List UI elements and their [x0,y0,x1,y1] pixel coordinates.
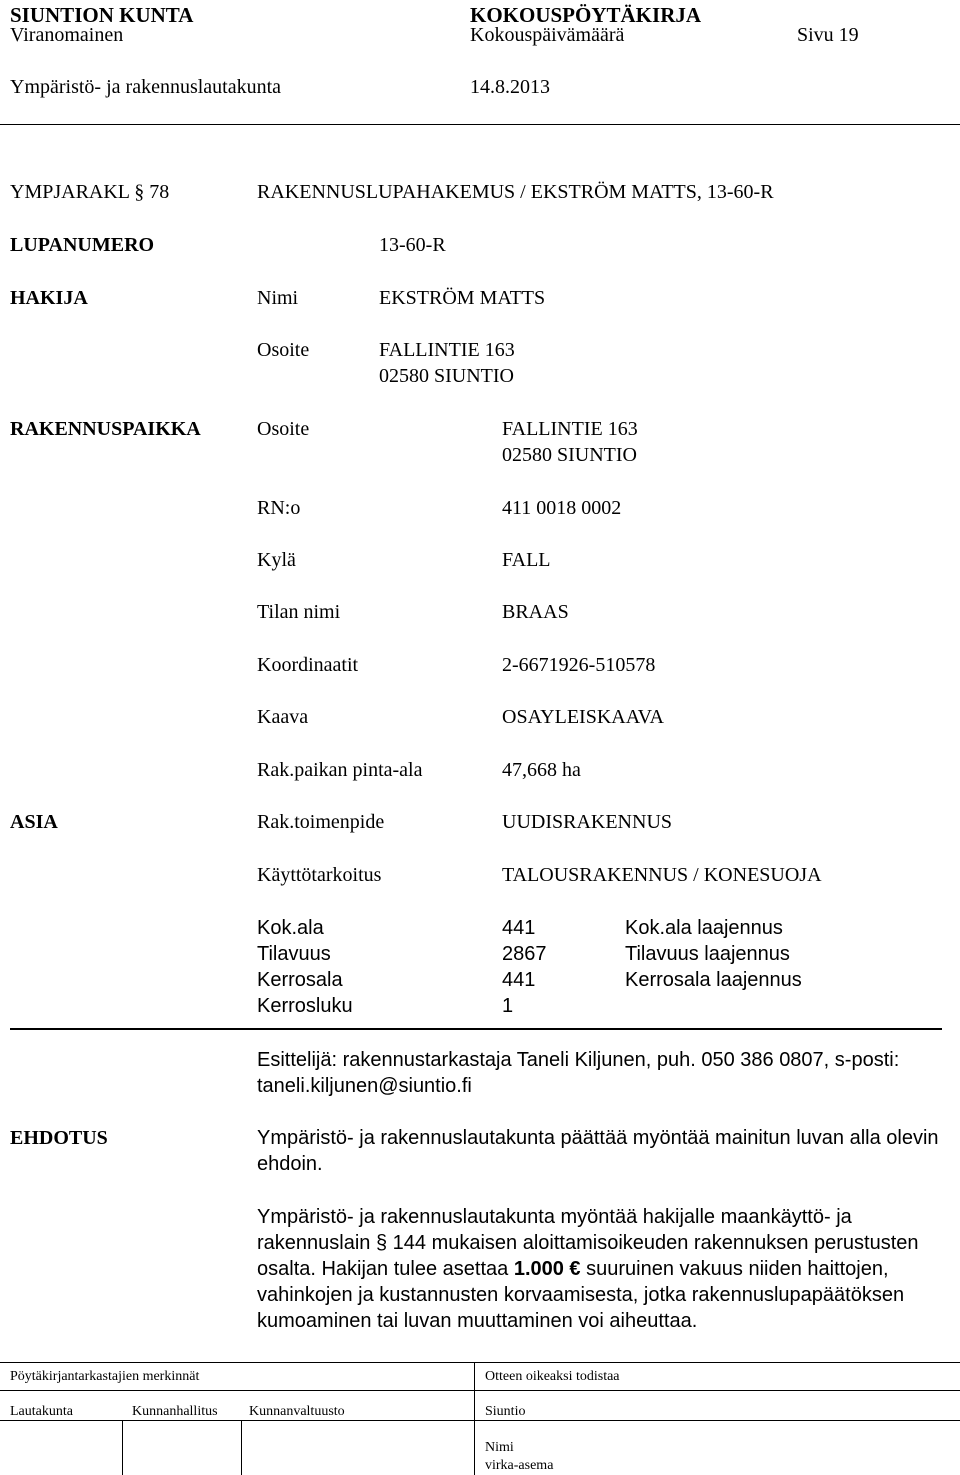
measure-value: UUDISRAKENNUS [502,811,673,833]
permit-number-label: LUPANUMERO [10,234,155,256]
site-row-label: Tilan nimi [257,601,341,623]
footer-col-divider [241,1420,242,1475]
use-label: Käyttötarkoitus [257,864,382,886]
use-value: TALOUSRAKENNUS / KONESUOJA [502,864,822,886]
applicant-address-line2: 02580 SIUNTIO [379,365,514,387]
metric-label: Kok.ala [257,917,324,939]
measure-label: Rak.toimenpide [257,811,385,833]
metric-extension-label: Kerrosala laajennus [625,969,802,991]
footer-column-label: Kunnanvaltuusto [249,1404,345,1419]
footer-mid-rule [0,1390,960,1391]
footer-column-label: Lautakunta [10,1404,73,1419]
section-divider [10,1028,942,1030]
applicant-name-label: Nimi [257,287,299,309]
applicant-name: EKSTRÖM MATTS [379,287,546,309]
metric-label: Kerrosala [257,969,343,991]
site-row-label: Kylä [257,549,296,571]
metric-value: 441 [502,917,536,939]
authority-label: Viranomainen [10,24,124,46]
footer-column-label: Kunnanhallitus [132,1404,218,1419]
notes-label: Pöytäkirjantarkastajien merkinnät [10,1369,200,1384]
site-address-line1: FALLINTIE 163 [502,418,638,440]
page-number: Sivu 19 [797,24,859,46]
footer-col-divider [122,1420,123,1475]
footer-place: Siuntio [485,1404,526,1419]
metric-extension-label: Tilavuus laajennus [625,943,790,965]
site-row-label: RN:o [257,497,301,519]
site-row-value: 47,668 ha [502,759,581,781]
certified-copy-label: Otteen oikeaksi todistaa [485,1369,620,1384]
proposal-paragraph-2 [257,1204,952,1334]
site-row-label: Kaava [257,706,309,728]
security-amount: 1.000 € [513,1258,581,1280]
site-row-label: Koordinaatit [257,654,359,676]
section-code: YMPJARAKL § 78 [10,181,170,203]
metric-value: 2867 [502,943,547,965]
site-row-value: BRAAS [502,601,569,623]
proposal-text: Ympäristö- ja rakennuslautakunta myöntää hakijalle maankäyttö- ja rakennuslain § 144 mukaisen aloittamisoikeuden rakennuksen perustusten osalta. Hakijan tulee asettaa [257,1206,919,1280]
authority-name: Ympäristö- ja rakennuslautakunta [10,76,282,98]
meeting-date-label: Kokouspäivämäärä [470,24,625,46]
municipality-name: SIUNTION KUNTA [10,3,194,27]
footer-top-rule [0,1362,960,1363]
meeting-date: 14.8.2013 [470,76,550,98]
section-title: RAKENNUSLUPAHAKEMUS / EKSTRÖM MATTS, 13-60-R [257,181,774,203]
site-row-value: OSAYLEISKAAVA [502,706,664,728]
site-address-label: Osoite [257,418,310,440]
applicant-address-label: Osoite [257,339,310,361]
document-type: KOKOUSPÖYTÄKIRJA [470,3,702,27]
footer-name-label: Nimi [485,1440,514,1455]
applicant-address-line1: FALLINTIE 163 [379,339,515,361]
site-row-label: Rak.paikan pinta-ala [257,759,423,781]
site-address-line2: 02580 SIUNTIO [502,444,637,466]
proposal-paragraph-1: Ympäristö- ja rakennuslautakunta päättää myöntää mainitun luvan alla olevin ehdoin. [257,1127,939,1175]
proposal-label: EHDOTUS [10,1127,108,1149]
metric-extension-label: Kok.ala laajennus [625,917,783,939]
metric-value: 441 [502,969,536,991]
metric-value: 1 [502,995,514,1017]
permit-number: 13-60-R [379,234,446,256]
applicant-label: HAKIJA [10,287,88,309]
building-site-label: RAKENNUSPAIKKA [10,418,201,440]
proposal-text: suuruinen vakuus niiden haittojen, vahinkojen ja kustannusten korvaamisesta, jotka rakennuslupapäätöksen kumoaminen tai luvan muuttaminen voi aiheuttaa. [257,1258,905,1332]
matter-label: ASIA [10,811,58,833]
site-row-value: FALL [502,549,551,571]
header-divider [0,124,960,125]
presenter-info: Esittelijä: rakennustarkastaja Taneli Kiljunen, puh. 050 386 0807, s-posti: taneli.kiljunen@siuntio.fi [257,1049,900,1097]
metric-label: Tilavuus [257,943,331,965]
site-row-value: 2-6671926-510578 [502,654,656,676]
footer-position-label: virka-asema [485,1458,554,1473]
footer-center-divider [474,1362,475,1475]
metric-label: Kerrosluku [257,995,353,1017]
site-row-value: 411 0018 0002 [502,497,622,519]
